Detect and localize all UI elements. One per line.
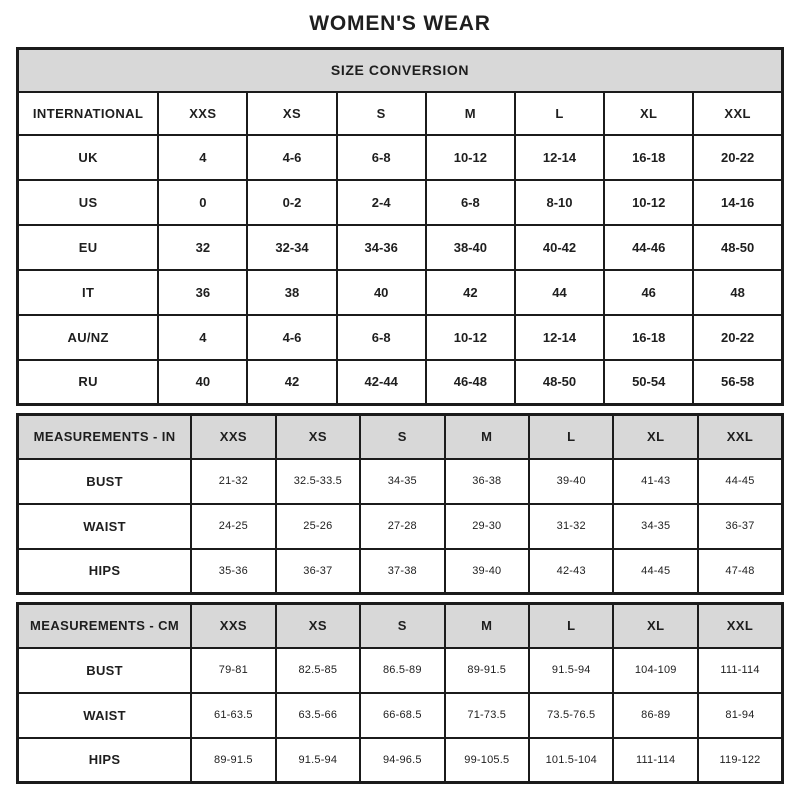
value-cell: 36 <box>158 270 247 315</box>
measurements-cm-header-row <box>18 604 783 648</box>
value-cell: 66-68.5 <box>360 693 444 738</box>
value-cell: 99-105.5 <box>445 738 529 783</box>
value-cell: 8-10 <box>515 180 604 225</box>
column-header-international: INTERNATIONAL <box>18 92 159 135</box>
value-cell: 12-14 <box>515 135 604 180</box>
value-cell: 2-4 <box>337 180 426 225</box>
value-cell: 101.5-104 <box>529 738 613 783</box>
size-conversion-table <box>16 47 784 406</box>
value-cell: 16-18 <box>604 135 693 180</box>
measurements-cm-table <box>16 602 784 784</box>
value-cell: 41-43 <box>613 459 697 504</box>
table-row-au-nz <box>18 315 783 360</box>
column-header-xxl: XXL <box>698 415 783 459</box>
value-cell: 25-26 <box>276 504 360 549</box>
value-cell: 42-43 <box>529 549 613 594</box>
column-header-xs: XS <box>276 604 360 648</box>
value-cell: 4-6 <box>247 135 336 180</box>
value-cell: 32.5-33.5 <box>276 459 360 504</box>
value-cell: 32-34 <box>247 225 336 270</box>
table-row-it <box>18 270 783 315</box>
column-header-l: L <box>529 415 613 459</box>
column-header-m: M <box>445 415 529 459</box>
column-header-xxs: XXS <box>158 92 247 135</box>
column-header-m: M <box>426 92 515 135</box>
column-header-m: M <box>445 604 529 648</box>
table-row-uk <box>18 135 783 180</box>
column-header-xxl: XXL <box>693 92 782 135</box>
value-cell: 36-37 <box>698 504 783 549</box>
column-header-xs: XS <box>276 415 360 459</box>
value-cell: 40 <box>337 270 426 315</box>
value-cell: 10-12 <box>426 135 515 180</box>
column-header-s: S <box>360 415 444 459</box>
row-label-bust: BUST <box>18 648 192 693</box>
column-header-xxs: XXS <box>191 415 275 459</box>
value-cell: 40-42 <box>515 225 604 270</box>
row-label-hips: HIPS <box>18 549 192 594</box>
value-cell: 39-40 <box>445 549 529 594</box>
table-row-eu <box>18 225 783 270</box>
value-cell: 0-2 <box>247 180 336 225</box>
value-cell: 81-94 <box>698 693 783 738</box>
column-header-s: S <box>360 604 444 648</box>
row-label-us: US <box>18 180 159 225</box>
value-cell: 79-81 <box>191 648 275 693</box>
value-cell: 10-12 <box>426 315 515 360</box>
size-conversion-title: SIZE CONVERSION <box>18 49 783 92</box>
value-cell: 46 <box>604 270 693 315</box>
value-cell: 42 <box>247 360 336 405</box>
value-cell: 44-45 <box>613 549 697 594</box>
size-conversion-column-header-row <box>18 92 783 135</box>
row-label-hips: HIPS <box>18 738 192 783</box>
value-cell: 21-32 <box>191 459 275 504</box>
table-row-waist <box>18 693 783 738</box>
value-cell: 29-30 <box>445 504 529 549</box>
value-cell: 36-37 <box>276 549 360 594</box>
value-cell: 4 <box>158 135 247 180</box>
value-cell: 48 <box>693 270 782 315</box>
table-row-hips <box>18 549 783 594</box>
value-cell: 38-40 <box>426 225 515 270</box>
value-cell: 73.5-76.5 <box>529 693 613 738</box>
value-cell: 94-96.5 <box>360 738 444 783</box>
row-label-bust: BUST <box>18 459 192 504</box>
value-cell: 44-46 <box>604 225 693 270</box>
value-cell: 56-58 <box>693 360 782 405</box>
value-cell: 91.5-94 <box>529 648 613 693</box>
value-cell: 6-8 <box>337 135 426 180</box>
column-header-l: L <box>529 604 613 648</box>
page-title: WOMEN'S WEAR <box>309 12 491 35</box>
table-row-bust <box>18 648 783 693</box>
value-cell: 37-38 <box>360 549 444 594</box>
value-cell: 20-22 <box>693 135 782 180</box>
value-cell: 42-44 <box>337 360 426 405</box>
value-cell: 44 <box>515 270 604 315</box>
value-cell: 12-14 <box>515 315 604 360</box>
table-row-ru <box>18 360 783 405</box>
column-header-xxl: XXL <box>698 604 783 648</box>
value-cell: 6-8 <box>337 315 426 360</box>
value-cell: 47-48 <box>698 549 783 594</box>
value-cell: 89-91.5 <box>445 648 529 693</box>
value-cell: 71-73.5 <box>445 693 529 738</box>
value-cell: 111-114 <box>613 738 697 783</box>
column-header-measurements-in: MEASUREMENTS - IN <box>18 415 192 459</box>
column-header-measurements-cm: MEASUREMENTS - CM <box>18 604 192 648</box>
row-label-uk: UK <box>18 135 159 180</box>
value-cell: 10-12 <box>604 180 693 225</box>
value-cell: 63.5-66 <box>276 693 360 738</box>
column-header-xs: XS <box>247 92 336 135</box>
row-label-waist: WAIST <box>18 504 192 549</box>
value-cell: 34-35 <box>613 504 697 549</box>
column-header-l: L <box>515 92 604 135</box>
row-label-ru: RU <box>18 360 159 405</box>
value-cell: 91.5-94 <box>276 738 360 783</box>
table-row-waist <box>18 504 783 549</box>
row-label-eu: EU <box>18 225 159 270</box>
table-row-us <box>18 180 783 225</box>
value-cell: 36-38 <box>445 459 529 504</box>
value-cell: 111-114 <box>698 648 783 693</box>
value-cell: 34-35 <box>360 459 444 504</box>
row-label-au-nz: AU/NZ <box>18 315 159 360</box>
value-cell: 86.5-89 <box>360 648 444 693</box>
value-cell: 119-122 <box>698 738 783 783</box>
column-header-xl: XL <box>604 92 693 135</box>
column-header-xl: XL <box>613 415 697 459</box>
value-cell: 48-50 <box>515 360 604 405</box>
value-cell: 6-8 <box>426 180 515 225</box>
column-header-xl: XL <box>613 604 697 648</box>
value-cell: 40 <box>158 360 247 405</box>
value-cell: 38 <box>247 270 336 315</box>
value-cell: 61-63.5 <box>191 693 275 738</box>
value-cell: 104-109 <box>613 648 697 693</box>
value-cell: 50-54 <box>604 360 693 405</box>
value-cell: 0 <box>158 180 247 225</box>
value-cell: 32 <box>158 225 247 270</box>
value-cell: 20-22 <box>693 315 782 360</box>
value-cell: 82.5-85 <box>276 648 360 693</box>
value-cell: 4 <box>158 315 247 360</box>
table-row-hips <box>18 738 783 783</box>
value-cell: 34-36 <box>337 225 426 270</box>
value-cell: 31-32 <box>529 504 613 549</box>
value-cell: 27-28 <box>360 504 444 549</box>
measurements-in-table <box>16 413 784 595</box>
measurements-in-header-row <box>18 415 783 459</box>
value-cell: 48-50 <box>693 225 782 270</box>
size-conversion-band-row <box>18 49 783 92</box>
value-cell: 14-16 <box>693 180 782 225</box>
value-cell: 44-45 <box>698 459 783 504</box>
value-cell: 35-36 <box>191 549 275 594</box>
value-cell: 46-48 <box>426 360 515 405</box>
column-header-s: S <box>337 92 426 135</box>
value-cell: 86-89 <box>613 693 697 738</box>
value-cell: 24-25 <box>191 504 275 549</box>
value-cell: 89-91.5 <box>191 738 275 783</box>
value-cell: 4-6 <box>247 315 336 360</box>
value-cell: 42 <box>426 270 515 315</box>
row-label-waist: WAIST <box>18 693 192 738</box>
value-cell: 39-40 <box>529 459 613 504</box>
column-header-xxs: XXS <box>191 604 275 648</box>
row-label-it: IT <box>18 270 159 315</box>
value-cell: 16-18 <box>604 315 693 360</box>
table-row-bust <box>18 459 783 504</box>
